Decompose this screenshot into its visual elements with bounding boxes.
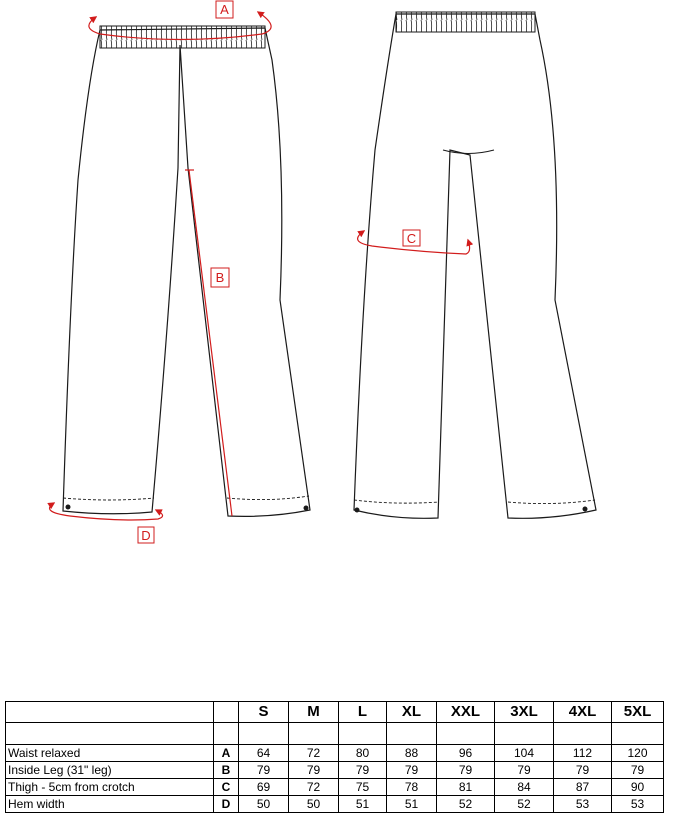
size-header-cell: XXL: [437, 702, 495, 723]
back-hem-button-left: [355, 508, 360, 513]
measurement-code: D: [214, 796, 239, 813]
inside-leg-label: B: [215, 270, 225, 285]
spacer-cell: [289, 723, 339, 745]
measurement-value: 72: [289, 745, 339, 762]
measurement-value: 64: [239, 745, 289, 762]
table-row: [6, 796, 664, 813]
size-header-cell: 4XL: [554, 702, 612, 723]
measurement-name: Inside Leg (31" leg): [6, 762, 214, 779]
thigh-label: C: [406, 231, 417, 246]
measurement-value: 51: [339, 796, 387, 813]
measurement-value: 79: [612, 762, 664, 779]
header-blank-code: [214, 702, 239, 723]
measurement-value: 79: [495, 762, 554, 779]
measurement-value: 112: [554, 745, 612, 762]
measurement-value: 50: [239, 796, 289, 813]
size-header-cell: 5XL: [612, 702, 664, 723]
size-header-cell: XL: [387, 702, 437, 723]
measurement-value: 79: [387, 762, 437, 779]
measurement-value: 52: [437, 796, 495, 813]
size-header-cell: 3XL: [495, 702, 554, 723]
header-blank-name: [6, 702, 214, 723]
measurement-value: 80: [339, 745, 387, 762]
size-chart-table: [5, 701, 664, 813]
size-header-row: [6, 702, 664, 723]
table-row: [6, 762, 664, 779]
spacer-cell: [387, 723, 437, 745]
spacer-cell: [239, 723, 289, 745]
measurement-name: Waist relaxed: [6, 745, 214, 762]
measurement-value: 90: [612, 779, 664, 796]
measurement-value: 120: [612, 745, 664, 762]
front-trouser-outline: [63, 28, 310, 516]
back-hem-button-right: [583, 507, 588, 512]
measurement-value: 72: [289, 779, 339, 796]
measurement-value: 96: [437, 745, 495, 762]
spacer-cell: [339, 723, 387, 745]
spacer-cell: [554, 723, 612, 745]
table-row: [6, 745, 664, 762]
measurement-value: 87: [554, 779, 612, 796]
measurement-name: Hem width: [6, 796, 214, 813]
size-header-cell: L: [339, 702, 387, 723]
spacer-cell: [612, 723, 664, 745]
size-header-cell: S: [239, 702, 289, 723]
measurement-value: 69: [239, 779, 289, 796]
waist-label: A: [220, 2, 229, 17]
measurement-value: 53: [554, 796, 612, 813]
size-header-cell: M: [289, 702, 339, 723]
measurement-code: A: [214, 745, 239, 762]
measurement-value: 79: [339, 762, 387, 779]
measurement-value: 88: [387, 745, 437, 762]
measurement-value: 78: [387, 779, 437, 796]
measurement-code: C: [214, 779, 239, 796]
measurement-value: 50: [289, 796, 339, 813]
measurement-value: 84: [495, 779, 554, 796]
front-view: [63, 26, 310, 516]
measurement-value: 53: [612, 796, 664, 813]
table-row: [6, 779, 664, 796]
measurement-value: 75: [339, 779, 387, 796]
measurement-code: B: [214, 762, 239, 779]
front-hem-button-left: [66, 505, 71, 510]
spacer-cell: [495, 723, 554, 745]
spacer-cell: [6, 723, 214, 745]
back-trouser-outline: [354, 14, 596, 518]
measurement-name: Thigh - 5cm from crotch: [6, 779, 214, 796]
front-hem-button-right: [304, 506, 309, 511]
measurement-value: 79: [239, 762, 289, 779]
measurement-value: 51: [387, 796, 437, 813]
measurement-value: 79: [289, 762, 339, 779]
hem-label: D: [141, 528, 151, 543]
back-view: [354, 12, 596, 518]
spacer-cell: [214, 723, 239, 745]
measurement-value: 81: [437, 779, 495, 796]
spacer-row: [6, 723, 664, 745]
measurement-value: 79: [554, 762, 612, 779]
spacer-cell: [437, 723, 495, 745]
measurement-value: 79: [437, 762, 495, 779]
measurement-value: 52: [495, 796, 554, 813]
measurement-value: 104: [495, 745, 554, 762]
back-waistband: [396, 12, 535, 32]
